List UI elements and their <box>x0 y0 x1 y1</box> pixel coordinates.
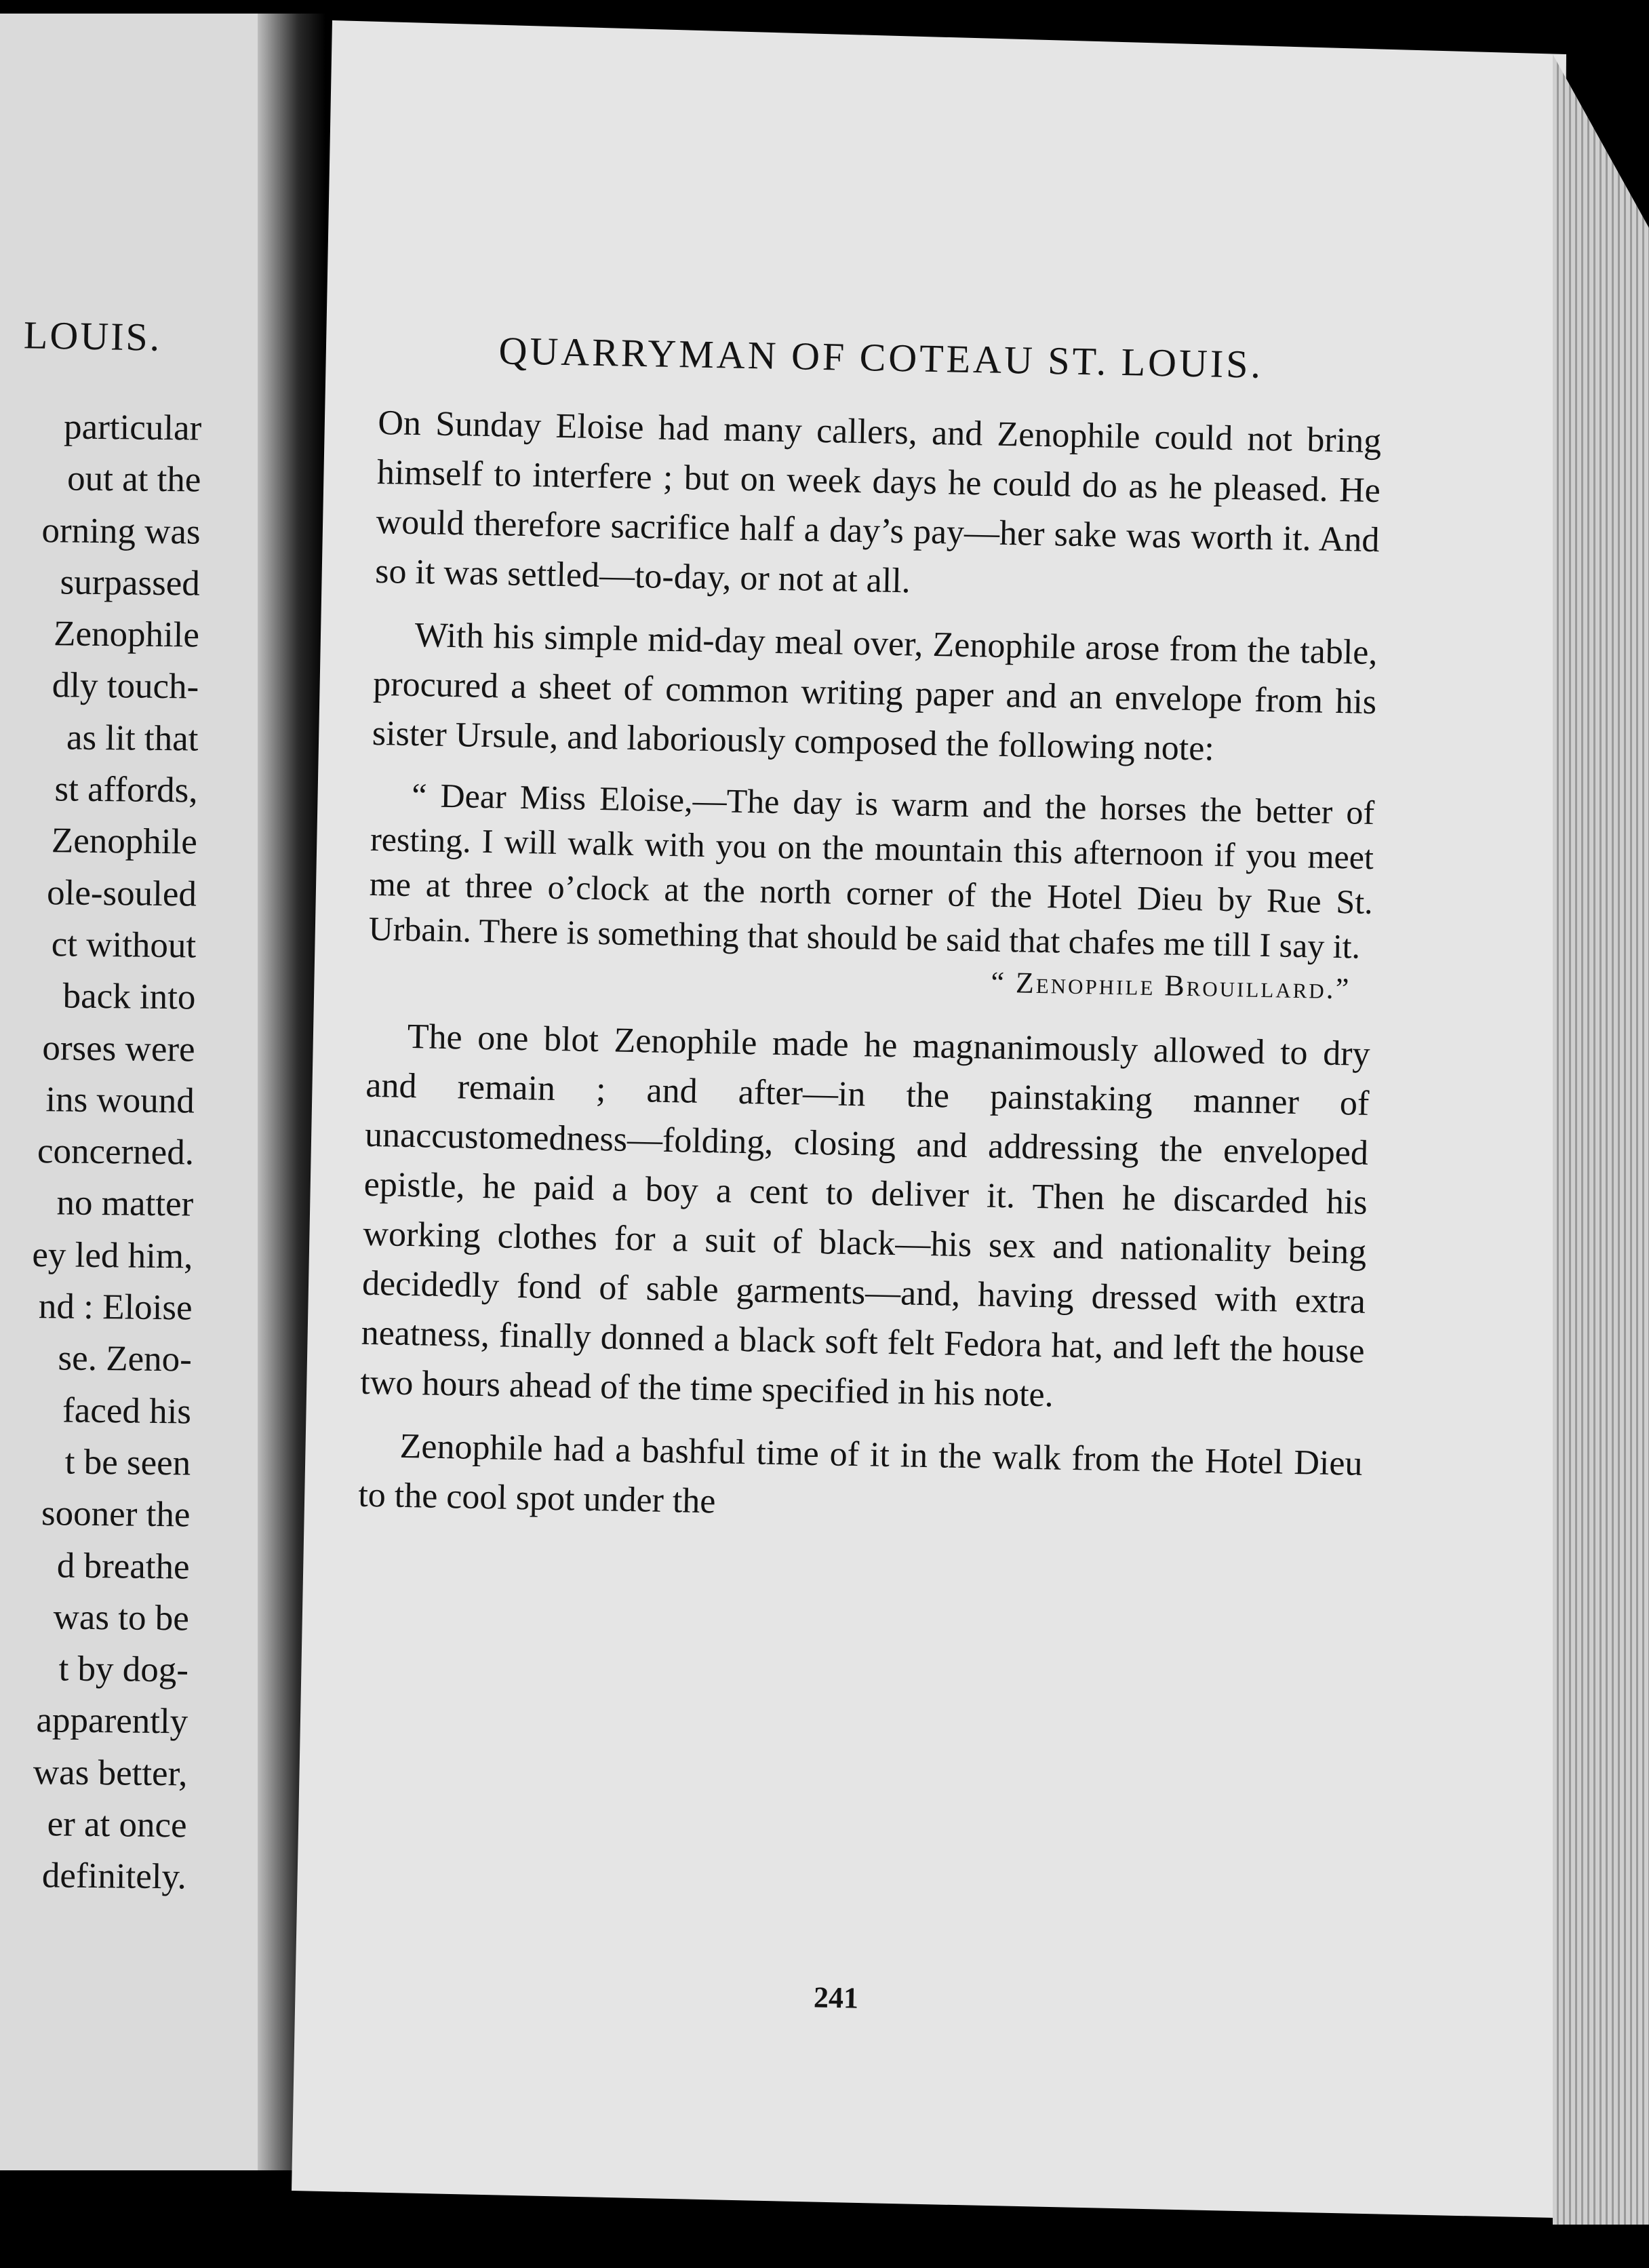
left-page-line: dly touch- <box>52 665 199 707</box>
left-page-line: no matter <box>56 1183 194 1224</box>
left-page-line: t by dog- <box>58 1649 189 1690</box>
left-page-line: definitely. <box>41 1856 187 1897</box>
left-page-line: d breathe <box>56 1545 190 1586</box>
right-page-content <box>357 326 1383 1552</box>
left-page-line: ey led him, <box>32 1234 193 1276</box>
left-page-line: orning was <box>41 510 201 552</box>
page-edges <box>1553 54 1649 2225</box>
left-page-line: concerned. <box>37 1131 195 1173</box>
left-page-line: out at the <box>66 458 201 500</box>
left-page-line: se. Zeno- <box>58 1338 193 1380</box>
left-page-line: orses were <box>42 1028 195 1070</box>
paragraph-2: With his simple mid-day meal over, Zenophile arose from the table, procured a sheet of common writing paper and an envelope from his sister Ursule, and laboriously composed the following note: <box>372 616 1378 768</box>
letter-signature: “ Zenophile Brouillard.” <box>991 965 1351 1006</box>
left-page-line: sooner the <box>41 1493 191 1535</box>
left-page-line: nd : Eloise <box>38 1287 193 1328</box>
left-page-text <box>0 401 202 1903</box>
left-page-line: Zenophile <box>53 614 200 655</box>
left-page-line: particular <box>63 407 202 448</box>
left-page-line: was to be <box>53 1597 190 1639</box>
left-page-line: ins wound <box>45 1080 195 1121</box>
left-page-line: back into <box>62 976 196 1017</box>
left-running-head: LOUIS. <box>23 313 162 359</box>
left-page-line: t be seen <box>64 1442 191 1483</box>
left-page-line: was better, <box>33 1752 188 1794</box>
left-page-line: ct without <box>51 924 197 966</box>
left-page-line: ole-souled <box>46 872 197 914</box>
paragraph-4: Zenophile had a bashful time of it in the walk from the Hotel Dieu to the cool spot under the <box>357 1426 1364 1521</box>
paragraph-3: The one blot Zenophile made he magnanimously allowed to dry and remain ; and after—in the painstaking manner of unaccustomedness—folding, closing and addressing the enveloped epistle, he paid a boy a cent to deliver it. Then he discarded his working clothes for a suit of black—his sex and nationality being decidedly fond of sable garments—and, having dressed with extra neatness, finally donned a black soft felt Fedora hat, and left the house two hours ahead of the time specified in his note. <box>359 1017 1371 1415</box>
running-head: QUARRYMAN OF COTEAU ST. LOUIS. <box>498 328 1264 387</box>
page-number: 241 <box>813 1980 859 2015</box>
left-page-line: Zenophile <box>51 821 198 862</box>
letter-quote: “ Dear Miss Eloise,—The day is warm and the horses the better of resting. I will walk with you on the mountain this afternoon if you meet me at three o’clock at the north corner of the Hotel Dieu by Rue St. Urbain. There is something that should be said that chafes me till I say it. <box>368 775 1375 966</box>
left-page-line: faced his <box>62 1390 192 1432</box>
left-page-line: as lit that <box>66 718 199 759</box>
left-page-line: surpassed <box>60 562 201 604</box>
left-page-line: apparently <box>36 1700 188 1742</box>
left-page-line: st affords, <box>54 769 198 810</box>
left-page-line: er at once <box>47 1804 187 1845</box>
paragraph-1: On Sunday Eloise had many callers, and Zenophile could not bring himself to interfere ; but on week days he could do as he pleased. He would therefore sacrifice half a day’s pay—her sake was worth it. And so it was settled—to-day, or not at all. <box>374 403 1382 601</box>
